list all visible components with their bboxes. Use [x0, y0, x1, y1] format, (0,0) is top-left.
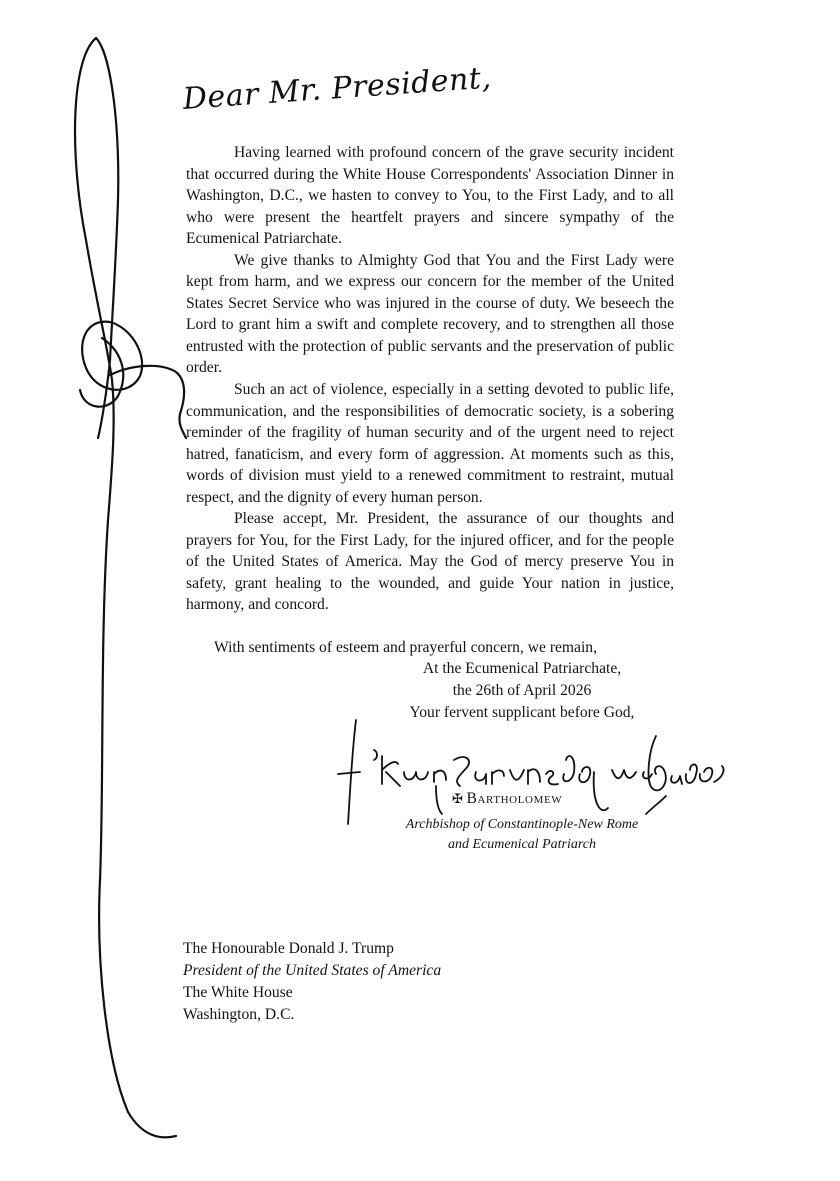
recipient-address [183, 938, 441, 1026]
paragraph-2: We give thanks to Almighty God that You and the First Lady were kept from harm, and we express our concern for the member of the United States Secret Service who was injured in the course of duty. We beseech the Lord to grant him a swift and complete recovery, and to strengthen all those entrusted with the protection of public servants and the preservation of public order. [186, 251, 674, 377]
patriarchal-cross-icon: ✠ [452, 791, 464, 806]
paragraph-4: Please accept, Mr. President, the assurance of our thoughts and prayers for You, for the First Lady, for the injured officer, and for the people of the United States of America. May the God of mercy preserve You in safety, grant healing to the wounded, and guide Your nation in justice, harmony, and concord. [186, 510, 674, 614]
place-line: At the Ecumenical Patriarchate, [422, 660, 622, 677]
salutation: Dear Mr. President, [181, 60, 493, 117]
letter-body [186, 142, 674, 616]
date-line: the 26th of April 2026 [452, 682, 592, 699]
recipient-city: Washington, D.C. [183, 1006, 295, 1023]
recipient-title: President of the United States of America [183, 962, 442, 979]
signatory-title-line-1: Archbishop of Constantinople-New Rome [405, 817, 639, 832]
closing-line: With sentiments of esteem and prayerful concern, we remain, [214, 639, 598, 656]
signatory-name [452, 790, 562, 808]
signatory-name-text: Bartholomew [466, 790, 563, 807]
paragraph-3: Such an act of violence, especially in a setting devoted to public life, communication, and the responsibilities of democratic society, is a sobering reminder of the fragility of human security and of the urgent need to reject hatred, fanaticism, and every form of aggression. At moments such as this, words of division must yield to a renewed commitment to restraint, mutual respect, and the dignity of every human person. [186, 381, 674, 506]
signatory-title-line-2: and Ecumenical Patriarch [447, 837, 596, 852]
recipient-name: The Honourable Donald J. Trump [183, 940, 394, 957]
paragraph-1: Having learned with profound concern of the grave security incident that occurred during the White House Correspondents' Association Dinner in Washington, D.C., we hasten to convey to You, to the First Lady, and to all who were present the heartfelt prayers and sincere sympathy of the Ecumenical Patriarchate. [186, 144, 674, 248]
supplicant-line: Your fervent supplicant before God, [409, 704, 635, 721]
recipient-office: The White House [183, 984, 293, 1001]
